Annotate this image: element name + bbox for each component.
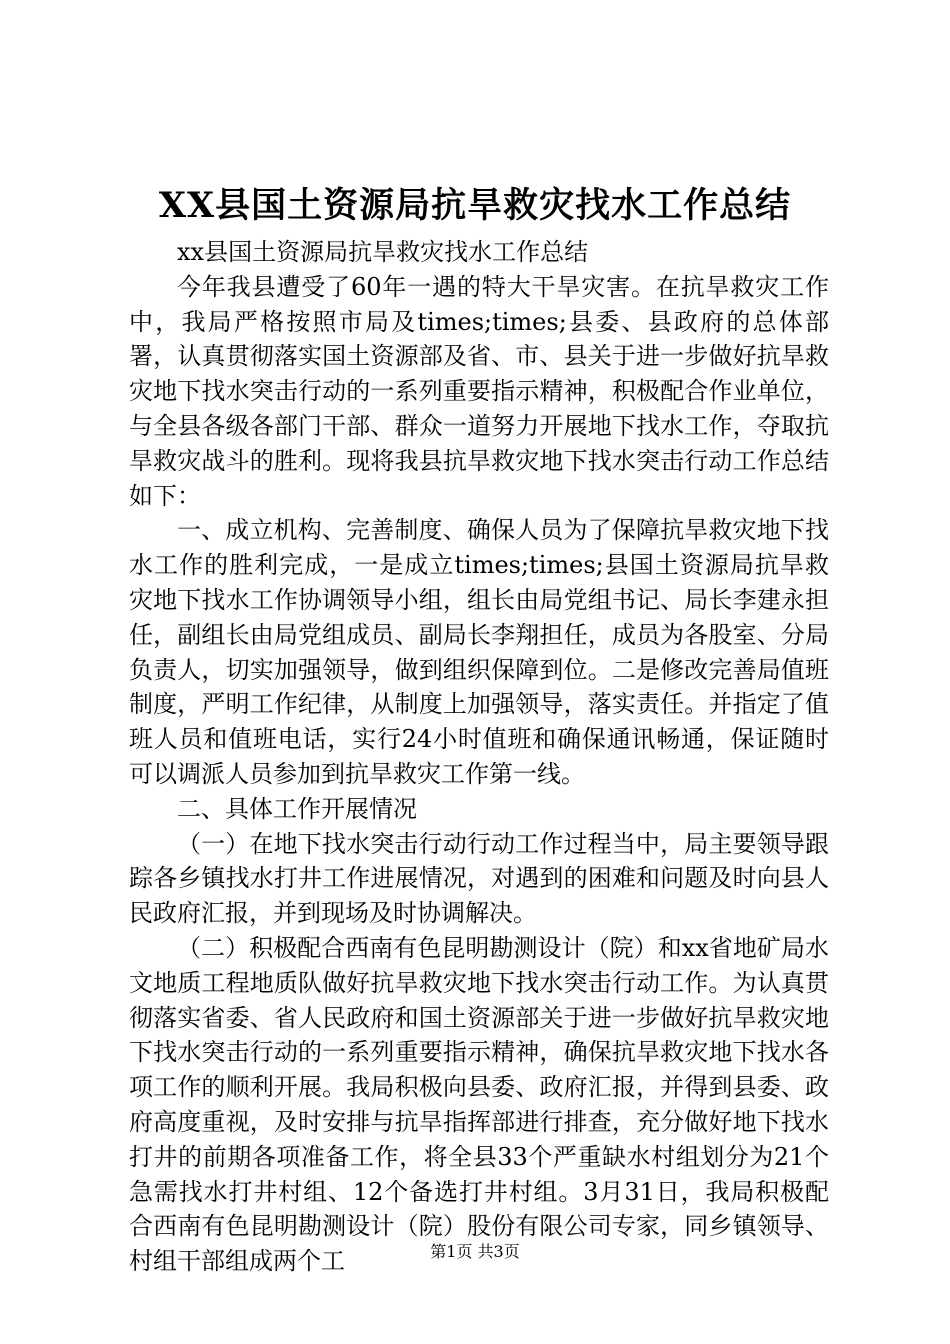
paragraph-section-1: 一、成立机构、完善制度、确保人员为了保障抗旱救灾地下找水工作的胜利完成，一是成立times;times;县国土资源局抗旱救灾地下找水工作协调领导小组，组长由局党组书记、局长李建永担任，副组长由局党组成员、副局长李翔担任，成员为各股室、分局负责人，切实加强领导，做到组织保障到位。二是修改完善局值班制度，严明工作纪律，从制度上加强领导，落实责任。并指定了值班人员和值班电话，实行24小时值班和确保通讯畅通，保证随时可以调派人员参加到抗旱救灾工作第一线。 (129, 516, 829, 788)
page-number-footer: 第1页 共3页 (430, 1242, 520, 1261)
paragraph-intro: 今年我县遭受了60年一遇的特大干旱灾害。在抗旱救灾工作中，我局严格按照市局及times;times;县委、县政府的总体部署，认真贯彻落实国土资源部及省、市、县关于进一步做好抗旱救灾地下找水突击行动的一系列重要指示精神，积极配合作业单位，与全县各级各部门干部、群众一道努力开展地下找水工作，夺取抗旱救灾战斗的胜利。现将我县抗旱救灾地下找水突击行动工作总结如下： (129, 272, 829, 510)
paragraph-subtitle: xx县国土资源局抗旱救灾找水工作总结 (177, 238, 589, 266)
paragraph-item-1: （一）在地下找水突击行动行动工作过程当中，局主要领导跟踪各乡镇找水打井工作进展情况，对遇到的困难和问题及时向县人民政府汇报，并到现场及时协调解决。 (129, 829, 829, 928)
document-title: XX县国土资源局抗旱救灾找水工作总结 (158, 185, 792, 226)
paragraph-item-2: （二）积极配合西南有色昆明勘测设计（院）和xx省地矿局水文地质工程地质队做好抗旱救灾地下找水突击行动工作。为认真贯彻落实省委、省人民政府和国土资源部关于进一步做好抗旱救灾地下找水突击行动的一系列重要指示精神，确保抗旱救灾地下找水各项工作的顺利开展。我局积极向县委、政府汇报，并得到县委、政府高度重视，及时安排与抗旱指挥部进行排查，充分做好地下找水打井的前期各项准备工作，将全县33个严重缺水村组划分为21个急需找水打井村组、12个备选打井村组。3月31日，我局积极配合西南有色昆明勘测设计（院）股份有限公司专家，同乡镇领导、村组干部组成两个工 (129, 933, 829, 1276)
document-body (129, 235, 829, 1279)
paragraph-section-2-heading: 二、具体工作开展情况 (177, 794, 417, 823)
